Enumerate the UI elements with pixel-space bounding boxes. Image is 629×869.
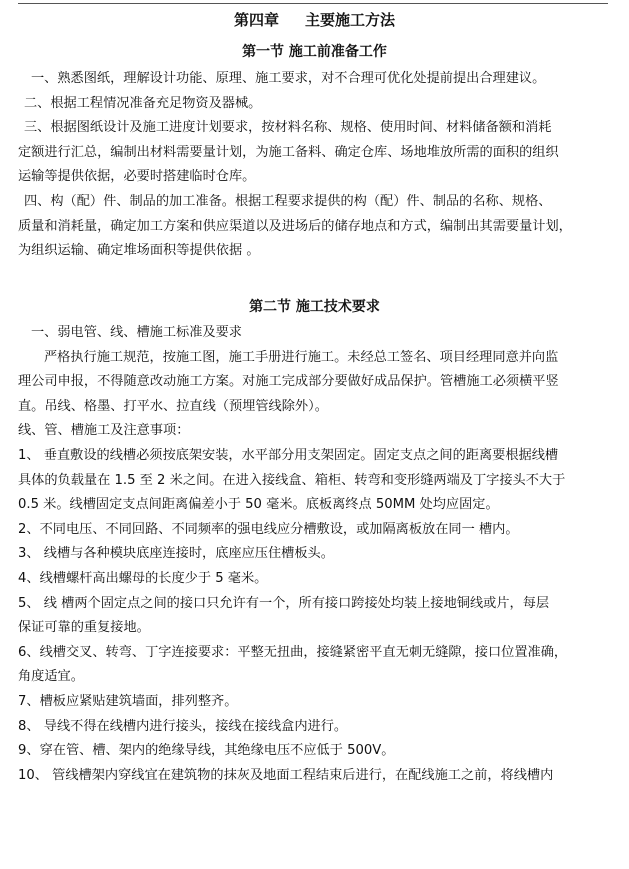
list-item: 4、线槽螺杆高出螺母的长度少于 5 毫米。 [18, 570, 268, 586]
list-item: 6、线槽交叉、转弯、丁字连接要求：平整无扭曲，接缝紧密平直无刺无缝隙，接口位置准确， [18, 644, 568, 660]
list-item: 3、 线槽与各种模块底座连接时，底座应压住槽板头。 [18, 546, 334, 562]
paragraph-line: 为组织运输、确定堆场面积等提供依据 。 [18, 243, 260, 259]
paragraph-line: 一、熟悉图纸，理解设计功能、原理、施工要求，对不合理可优化处提前提出合理建议。 [31, 71, 546, 86]
paragraph-line: 质量和消耗量，确定加工方案和供应渠道以及进场后的储存地点和方式，编制出其需要量计划， [18, 218, 572, 234]
paragraph-line: 三、根据图纸设计及施工进度计划要求，按材料名称、规格、使用时间、材料储备额和消耗 [24, 120, 552, 136]
list-item: 1、 垂直敷设的线槽必须按底架安装，水平部分用支架固定。固定支点之间的距离要根据线槽 [18, 447, 559, 463]
section1-title: 第一节 施工前准备工作 [242, 44, 387, 60]
paragraph-line: 二、根据工程情况准备充足物资及器械。 [24, 95, 262, 111]
chapter-title: 主要施工方法 [305, 11, 396, 29]
section2-title: 第二节 施工技术要求 [249, 299, 380, 315]
paragraph-line: 运输等提供依据，必要时搭建临时仓库。 [18, 169, 256, 185]
paragraph-line: 理公司申报，不得随意改动施工方案。对施工完成部分要做好成品保护。管槽施工必须横平竖 [18, 374, 559, 390]
paragraph-line: 一、弱电管、线、槽施工标准及要求 [31, 325, 242, 340]
chapter-heading [0, 10, 629, 30]
section1-body [18, 67, 610, 264]
paragraph-line: 0.5 米。线槽固定支点间距离偏差小于 50 毫米。底板离终点 50MM 处均应固定。 [18, 497, 499, 513]
list-item: 7、槽板应紧贴建筑墙面，排列整齐。 [18, 693, 238, 709]
paragraph-line: 线、管、槽施工及注意事项： [18, 423, 190, 439]
list-item: 2、不同电压、不同回路、不同频率的强电线应分槽敷设，或加隔离板放在同一 槽内。 [18, 521, 519, 537]
paragraph-line: 具体的负载量在 1.5 至 2 米之间。在进入接线盒、箱柜、转弯和变形缝两端及丁字接头不大于 [18, 472, 566, 488]
section2-body [18, 321, 610, 788]
list-item: 5、 线 槽两个固定点之间的接口只允许有一个，所有接口跨接处均装上接地铜线或片，每层 [18, 595, 550, 611]
top-divider [18, 3, 608, 4]
list-item: 10、 管线槽架内穿线宜在建筑物的抹灰及地面工程结束后进行，在配线施工之前，将线槽内 [18, 767, 554, 783]
paragraph-line: 保证可靠的重复接地。 [18, 620, 150, 636]
chapter-number: 第四章 [233, 11, 279, 29]
paragraph-line: 四、构（配）件、制品的加工准备。根据工程要求提供的构（配）件、制品的名称、规格、 [24, 193, 552, 209]
list-item: 8、 导线不得在线槽内进行接头，接线在接线盒内进行。 [18, 718, 348, 734]
paragraph-line: 严格执行施工规范，按施工图，施工手册进行施工。未经总工签名、项目经理同意并向监 [44, 349, 559, 365]
paragraph-line: 角度适宜。 [18, 669, 84, 685]
list-item: 9、穿在管、槽、架内的绝缘导线，其绝缘电压不应低于 500V。 [18, 743, 395, 759]
paragraph-line: 定额进行汇总，编制出材料需要量计划，为施工备料、确定仓库、场地堆放所需的面积的组织 [18, 144, 559, 160]
paragraph-line: 直。吊线、格墨、打平水、拉直线（预埋管线除外）。 [18, 398, 328, 414]
